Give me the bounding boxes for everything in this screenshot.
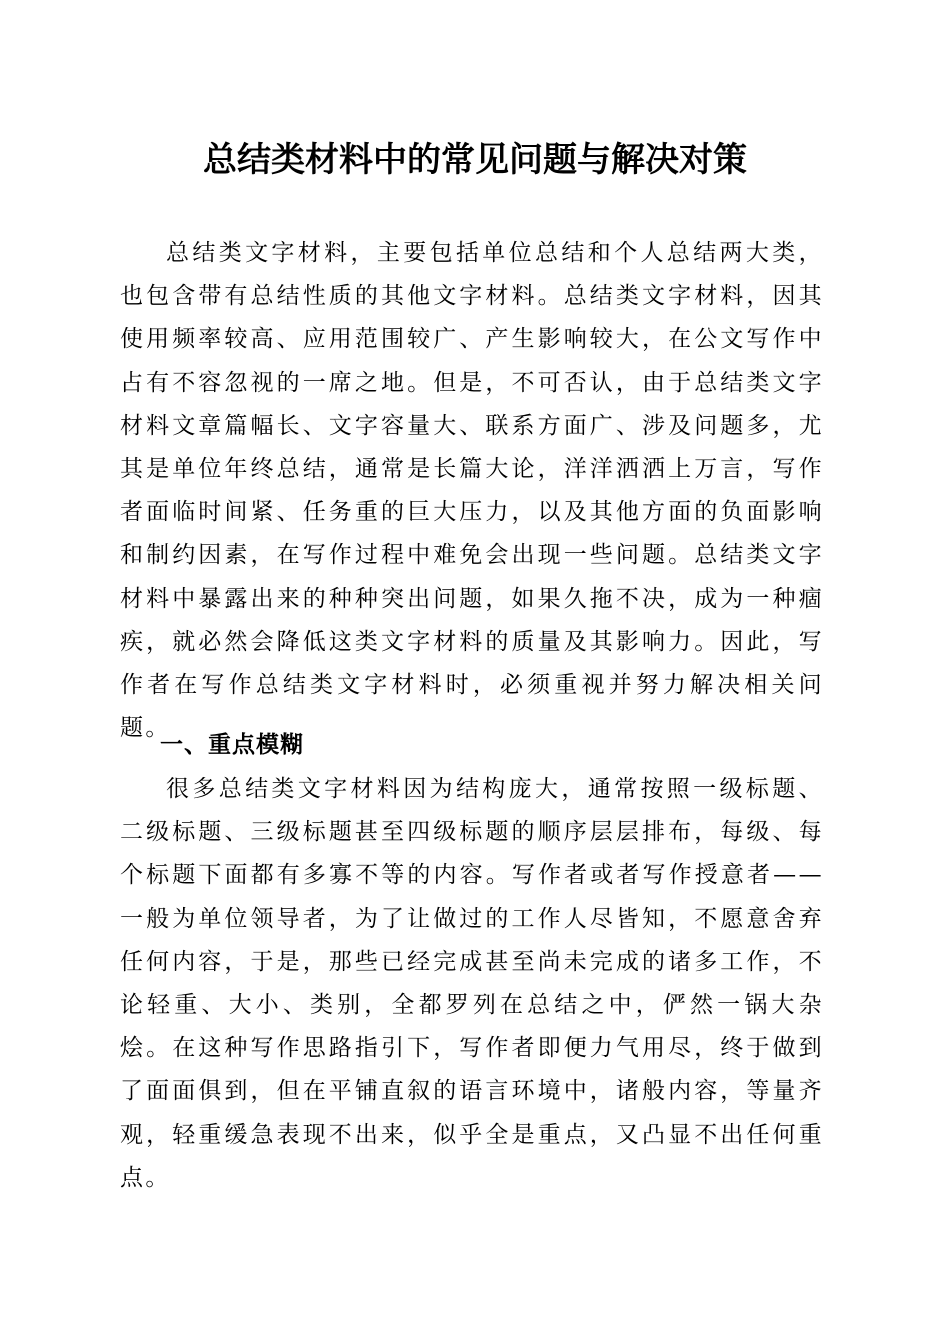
document-title: 总结类材料中的常见问题与解决对策	[203, 140, 747, 180]
intro-paragraph: 总结类文字材料，主要包括单位总结和个人总结两大类，也包含带有总结性质的其他文字材料。总结类文字材料，因其使用频率较高、应用范围较广、产生影响较大，在公文写作中占有不容忽视的一席之地。但是，不可否认，由于总结类文字材料文章篇幅长、文字容量大、联系方面广、涉及问题多，尤其是单位年终总结，通常是长篇大论，洋洋洒洒上万言，写作者面临时间紧、任务重的巨大压力，以及其他方面的负面影响和制约因素，在写作过程中难免会出现一些问题。总结类文字材料中暴露出来的种种突出问题，如果久拖不决，成为一种痼疾，就必然会降低这类文字材料的质量及其影响力。因此，写作者在写作总结类文字材料时，必须重视并努力解决相关问题。	[120, 240, 824, 742]
section-heading: 一、重点模糊	[160, 732, 304, 758]
section-paragraph: 很多总结类文字材料因为结构庞大，通常按照一级标题、二级标题、三级标题甚至四级标题的顺序层层排布，每级、每个标题下面都有多寡不等的内容。写作者或者写作授意者——一般为单位领导者，为了让做过的工作人尽皆知，不愿意舍弃任何内容，于是，那些已经完成甚至尚未完成的诸多工作，不论轻重、大小、类别，全都罗列在总结之中，俨然一锅大杂烩。在这种写作思路指引下，写作者即便力气用尽，终于做到了面面俱到，但在平铺直叙的语言环境中，诸般内容，等量齐观，轻重缓急表现不出来，似乎全是重点，又凸显不出任何重点。	[120, 776, 824, 1191]
